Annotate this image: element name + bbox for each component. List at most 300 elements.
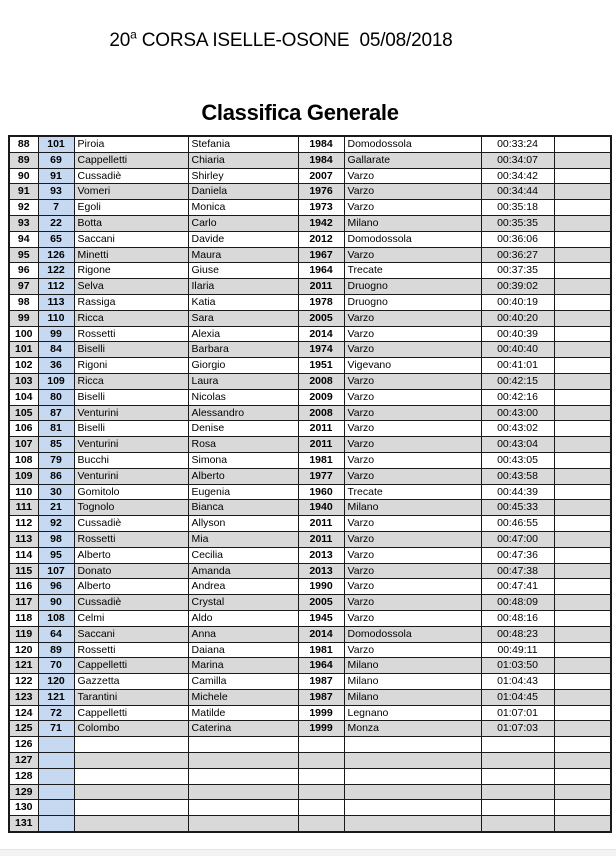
city-cell: Vigevano bbox=[344, 358, 481, 374]
time-cell: 00:37:35 bbox=[481, 263, 554, 279]
position-cell: 127 bbox=[9, 753, 38, 769]
first-name-cell: Stefania bbox=[188, 136, 298, 152]
time-cell: 00:46:55 bbox=[481, 516, 554, 532]
bib-number-cell: 107 bbox=[38, 563, 74, 579]
notes-cell bbox=[554, 373, 611, 389]
last-name-cell: Rossetti bbox=[74, 531, 188, 547]
last-name-cell: Venturini bbox=[74, 468, 188, 484]
birth-year-cell: 1999 bbox=[298, 721, 344, 737]
birth-year-cell: 1984 bbox=[298, 152, 344, 168]
first-name-cell: Rosa bbox=[188, 437, 298, 453]
birth-year-cell: 1981 bbox=[298, 452, 344, 468]
time-cell: 00:34:42 bbox=[481, 168, 554, 184]
city-cell: Varzo bbox=[344, 531, 481, 547]
notes-cell bbox=[554, 768, 611, 784]
last-name-cell: Rassiga bbox=[74, 294, 188, 310]
results-table bbox=[8, 135, 612, 833]
time-cell: 01:07:03 bbox=[481, 721, 554, 737]
time-cell: 00:48:09 bbox=[481, 595, 554, 611]
position-cell: 99 bbox=[9, 310, 38, 326]
birth-year-cell: 1964 bbox=[298, 658, 344, 674]
first-name-cell: Camilla bbox=[188, 674, 298, 690]
time-cell: 00:34:07 bbox=[481, 152, 554, 168]
bib-number-cell: 101 bbox=[38, 136, 74, 152]
notes-cell bbox=[554, 642, 611, 658]
time-cell: 00:41:01 bbox=[481, 358, 554, 374]
birth-year-cell bbox=[298, 784, 344, 800]
first-name-cell: Aldo bbox=[188, 610, 298, 626]
first-name-cell bbox=[188, 784, 298, 800]
first-name-cell: Allyson bbox=[188, 516, 298, 532]
page-bottom-strip bbox=[0, 849, 616, 856]
city-cell bbox=[344, 753, 481, 769]
last-name-cell: Colombo bbox=[74, 721, 188, 737]
birth-year-cell bbox=[298, 816, 344, 832]
table-row bbox=[9, 516, 611, 532]
position-cell: 124 bbox=[9, 705, 38, 721]
birth-year-cell: 2014 bbox=[298, 626, 344, 642]
birth-year-cell: 1990 bbox=[298, 579, 344, 595]
time-cell: 00:36:06 bbox=[481, 231, 554, 247]
bib-number-cell: 120 bbox=[38, 674, 74, 690]
birth-year-cell bbox=[298, 800, 344, 816]
birth-year-cell: 1967 bbox=[298, 247, 344, 263]
bib-number-cell: 64 bbox=[38, 626, 74, 642]
birth-year-cell: 1978 bbox=[298, 294, 344, 310]
bib-number-cell: 65 bbox=[38, 231, 74, 247]
last-name-cell: Saccani bbox=[74, 231, 188, 247]
notes-cell bbox=[554, 215, 611, 231]
birth-year-cell: 2014 bbox=[298, 326, 344, 342]
bib-number-cell: 70 bbox=[38, 658, 74, 674]
birth-year-cell: 2011 bbox=[298, 279, 344, 295]
position-cell: 88 bbox=[9, 136, 38, 152]
table-row bbox=[9, 231, 611, 247]
city-cell: Varzo bbox=[344, 247, 481, 263]
birth-year-cell: 2005 bbox=[298, 595, 344, 611]
notes-cell bbox=[554, 437, 611, 453]
first-name-cell: Crystal bbox=[188, 595, 298, 611]
time-cell: 00:40:19 bbox=[481, 294, 554, 310]
last-name-cell: Cappelletti bbox=[74, 705, 188, 721]
birth-year-cell: 1999 bbox=[298, 705, 344, 721]
time-cell: 00:34:44 bbox=[481, 184, 554, 200]
first-name-cell: Alessandro bbox=[188, 405, 298, 421]
position-cell: 118 bbox=[9, 610, 38, 626]
first-name-cell: Matilde bbox=[188, 705, 298, 721]
bib-number-cell: 22 bbox=[38, 215, 74, 231]
table-row bbox=[9, 674, 611, 690]
notes-cell bbox=[554, 184, 611, 200]
first-name-cell: Laura bbox=[188, 373, 298, 389]
city-cell: Varzo bbox=[344, 421, 481, 437]
city-cell: Varzo bbox=[344, 326, 481, 342]
city-cell: Varzo bbox=[344, 168, 481, 184]
first-name-cell: Cecilia bbox=[188, 547, 298, 563]
position-cell: 91 bbox=[9, 184, 38, 200]
bib-number-cell: 99 bbox=[38, 326, 74, 342]
bib-number-cell: 71 bbox=[38, 721, 74, 737]
table-row bbox=[9, 136, 611, 152]
notes-cell bbox=[554, 168, 611, 184]
table-row bbox=[9, 800, 611, 816]
birth-year-cell: 2013 bbox=[298, 563, 344, 579]
notes-cell bbox=[554, 263, 611, 279]
bib-number-cell: 108 bbox=[38, 610, 74, 626]
first-name-cell bbox=[188, 800, 298, 816]
position-cell: 131 bbox=[9, 816, 38, 832]
notes-cell bbox=[554, 231, 611, 247]
birth-year-cell: 2007 bbox=[298, 168, 344, 184]
time-cell: 00:43:02 bbox=[481, 421, 554, 437]
last-name-cell: Rossetti bbox=[74, 642, 188, 658]
notes-cell bbox=[554, 405, 611, 421]
city-cell bbox=[344, 784, 481, 800]
last-name-cell: Alberto bbox=[74, 579, 188, 595]
position-cell: 107 bbox=[9, 437, 38, 453]
city-cell: Varzo bbox=[344, 184, 481, 200]
table-row bbox=[9, 531, 611, 547]
first-name-cell: Nicolas bbox=[188, 389, 298, 405]
position-cell: 92 bbox=[9, 200, 38, 216]
last-name-cell: Cappelletti bbox=[74, 152, 188, 168]
table-row bbox=[9, 547, 611, 563]
table-row bbox=[9, 468, 611, 484]
first-name-cell: Andrea bbox=[188, 579, 298, 595]
table-row bbox=[9, 405, 611, 421]
bib-number-cell bbox=[38, 816, 74, 832]
bib-number-cell: 36 bbox=[38, 358, 74, 374]
city-cell: Varzo bbox=[344, 389, 481, 405]
city-cell: Gallarate bbox=[344, 152, 481, 168]
birth-year-cell: 1942 bbox=[298, 215, 344, 231]
last-name-cell: Gomitolo bbox=[74, 484, 188, 500]
position-cell: 108 bbox=[9, 452, 38, 468]
table-row bbox=[9, 263, 611, 279]
notes-cell bbox=[554, 563, 611, 579]
city-cell: Domodossola bbox=[344, 626, 481, 642]
position-cell: 96 bbox=[9, 263, 38, 279]
city-cell: Domodossola bbox=[344, 136, 481, 152]
birth-year-cell: 2011 bbox=[298, 516, 344, 532]
table-row bbox=[9, 610, 611, 626]
position-cell: 113 bbox=[9, 531, 38, 547]
table-row bbox=[9, 373, 611, 389]
notes-cell bbox=[554, 310, 611, 326]
bib-number-cell: 21 bbox=[38, 500, 74, 516]
city-cell: Domodossola bbox=[344, 231, 481, 247]
time-cell bbox=[481, 737, 554, 753]
position-cell: 111 bbox=[9, 500, 38, 516]
notes-cell bbox=[554, 200, 611, 216]
notes-cell bbox=[554, 247, 611, 263]
last-name-cell bbox=[74, 800, 188, 816]
city-cell: Varzo bbox=[344, 373, 481, 389]
first-name-cell bbox=[188, 753, 298, 769]
last-name-cell: Rigone bbox=[74, 263, 188, 279]
birth-year-cell: 1940 bbox=[298, 500, 344, 516]
city-cell: Varzo bbox=[344, 437, 481, 453]
position-cell: 106 bbox=[9, 421, 38, 437]
notes-cell bbox=[554, 294, 611, 310]
position-cell: 125 bbox=[9, 721, 38, 737]
time-cell: 00:42:15 bbox=[481, 373, 554, 389]
bib-number-cell: 72 bbox=[38, 705, 74, 721]
last-name-cell: Piroia bbox=[74, 136, 188, 152]
city-cell: Druogno bbox=[344, 294, 481, 310]
time-cell: 00:33:24 bbox=[481, 136, 554, 152]
last-name-cell bbox=[74, 753, 188, 769]
time-cell: 00:48:23 bbox=[481, 626, 554, 642]
table-row bbox=[9, 247, 611, 263]
first-name-cell: Simona bbox=[188, 452, 298, 468]
first-name-cell: Mia bbox=[188, 531, 298, 547]
table-row bbox=[9, 721, 611, 737]
bib-number-cell: 85 bbox=[38, 437, 74, 453]
time-cell: 00:49:11 bbox=[481, 642, 554, 658]
position-cell: 121 bbox=[9, 658, 38, 674]
position-cell: 119 bbox=[9, 626, 38, 642]
birth-year-cell: 2011 bbox=[298, 437, 344, 453]
first-name-cell: Sara bbox=[188, 310, 298, 326]
birth-year-cell: 1964 bbox=[298, 263, 344, 279]
position-cell: 105 bbox=[9, 405, 38, 421]
first-name-cell: Carlo bbox=[188, 215, 298, 231]
time-cell: 00:44:39 bbox=[481, 484, 554, 500]
first-name-cell bbox=[188, 737, 298, 753]
birth-year-cell: 1977 bbox=[298, 468, 344, 484]
notes-cell bbox=[554, 358, 611, 374]
position-cell: 128 bbox=[9, 768, 38, 784]
bib-number-cell: 80 bbox=[38, 389, 74, 405]
position-cell: 109 bbox=[9, 468, 38, 484]
last-name-cell: Cussadiè bbox=[74, 595, 188, 611]
birth-year-cell: 2008 bbox=[298, 373, 344, 389]
position-cell: 123 bbox=[9, 689, 38, 705]
results-table-body bbox=[9, 136, 611, 832]
birth-year-cell: 1981 bbox=[298, 642, 344, 658]
bib-number-cell: 121 bbox=[38, 689, 74, 705]
first-name-cell: Maura bbox=[188, 247, 298, 263]
notes-cell bbox=[554, 753, 611, 769]
time-cell bbox=[481, 768, 554, 784]
first-name-cell: Bianca bbox=[188, 500, 298, 516]
notes-cell bbox=[554, 389, 611, 405]
last-name-cell: Tognolo bbox=[74, 500, 188, 516]
time-cell: 00:35:35 bbox=[481, 215, 554, 231]
city-cell: Milano bbox=[344, 658, 481, 674]
last-name-cell: Venturini bbox=[74, 437, 188, 453]
position-cell: 130 bbox=[9, 800, 38, 816]
time-cell: 00:47:41 bbox=[481, 579, 554, 595]
table-row bbox=[9, 152, 611, 168]
last-name-cell: Cussadiè bbox=[74, 168, 188, 184]
table-row bbox=[9, 358, 611, 374]
first-name-cell: Alexia bbox=[188, 326, 298, 342]
first-name-cell: Daniela bbox=[188, 184, 298, 200]
first-name-cell: Eugenia bbox=[188, 484, 298, 500]
position-cell: 117 bbox=[9, 595, 38, 611]
notes-cell bbox=[554, 452, 611, 468]
city-cell bbox=[344, 768, 481, 784]
first-name-cell: Ilaria bbox=[188, 279, 298, 295]
last-name-cell: Biselli bbox=[74, 421, 188, 437]
last-name-cell: Tarantini bbox=[74, 689, 188, 705]
notes-cell bbox=[554, 737, 611, 753]
position-cell: 102 bbox=[9, 358, 38, 374]
bib-number-cell bbox=[38, 784, 74, 800]
table-row bbox=[9, 784, 611, 800]
first-name-cell: Caterina bbox=[188, 721, 298, 737]
last-name-cell: Cussadiè bbox=[74, 516, 188, 532]
notes-cell bbox=[554, 626, 611, 642]
last-name-cell: Cappelletti bbox=[74, 658, 188, 674]
time-cell: 00:40:39 bbox=[481, 326, 554, 342]
table-row bbox=[9, 816, 611, 832]
table-row bbox=[9, 753, 611, 769]
first-name-cell: Alberto bbox=[188, 468, 298, 484]
time-cell: 00:35:18 bbox=[481, 200, 554, 216]
birth-year-cell: 2008 bbox=[298, 405, 344, 421]
last-name-cell bbox=[74, 784, 188, 800]
last-name-cell: Rigoni bbox=[74, 358, 188, 374]
table-row bbox=[9, 595, 611, 611]
bib-number-cell: 79 bbox=[38, 452, 74, 468]
notes-cell bbox=[554, 784, 611, 800]
city-cell: Druogno bbox=[344, 279, 481, 295]
birth-year-cell: 2009 bbox=[298, 389, 344, 405]
first-name-cell: Barbara bbox=[188, 342, 298, 358]
city-cell: Varzo bbox=[344, 452, 481, 468]
last-name-cell: Rossetti bbox=[74, 326, 188, 342]
table-row bbox=[9, 642, 611, 658]
notes-cell bbox=[554, 674, 611, 690]
notes-cell bbox=[554, 326, 611, 342]
table-row bbox=[9, 500, 611, 516]
birth-year-cell: 2013 bbox=[298, 547, 344, 563]
birth-year-cell: 1987 bbox=[298, 689, 344, 705]
first-name-cell: Shirley bbox=[188, 168, 298, 184]
position-cell: 103 bbox=[9, 373, 38, 389]
bib-number-cell bbox=[38, 768, 74, 784]
first-name-cell bbox=[188, 768, 298, 784]
bib-number-cell: 113 bbox=[38, 294, 74, 310]
last-name-cell: Ricca bbox=[74, 310, 188, 326]
city-cell: Milano bbox=[344, 689, 481, 705]
city-cell: Varzo bbox=[344, 642, 481, 658]
time-cell: 00:47:38 bbox=[481, 563, 554, 579]
time-cell bbox=[481, 800, 554, 816]
first-name-cell: Denise bbox=[188, 421, 298, 437]
time-cell: 00:48:16 bbox=[481, 610, 554, 626]
bib-number-cell: 69 bbox=[38, 152, 74, 168]
city-cell: Varzo bbox=[344, 468, 481, 484]
page-title-edition: 20 bbox=[109, 30, 131, 51]
time-cell: 00:45:33 bbox=[481, 500, 554, 516]
city-cell: Varzo bbox=[344, 547, 481, 563]
position-cell: 100 bbox=[9, 326, 38, 342]
position-cell: 126 bbox=[9, 737, 38, 753]
table-row bbox=[9, 421, 611, 437]
table-row bbox=[9, 737, 611, 753]
bib-number-cell: 96 bbox=[38, 579, 74, 595]
bib-number-cell: 122 bbox=[38, 263, 74, 279]
bib-number-cell: 90 bbox=[38, 595, 74, 611]
notes-cell bbox=[554, 468, 611, 484]
table-row bbox=[9, 279, 611, 295]
first-name-cell: Daiana bbox=[188, 642, 298, 658]
bib-number-cell: 86 bbox=[38, 468, 74, 484]
position-cell: 129 bbox=[9, 784, 38, 800]
notes-cell bbox=[554, 595, 611, 611]
notes-cell bbox=[554, 136, 611, 152]
city-cell: Varzo bbox=[344, 405, 481, 421]
bib-number-cell: 87 bbox=[38, 405, 74, 421]
last-name-cell: Botta bbox=[74, 215, 188, 231]
time-cell: 00:40:20 bbox=[481, 310, 554, 326]
birth-year-cell: 1974 bbox=[298, 342, 344, 358]
bib-number-cell: 98 bbox=[38, 531, 74, 547]
last-name-cell: Celmi bbox=[74, 610, 188, 626]
city-cell bbox=[344, 800, 481, 816]
city-cell: Varzo bbox=[344, 200, 481, 216]
bib-number-cell: 89 bbox=[38, 642, 74, 658]
time-cell: 00:42:16 bbox=[481, 389, 554, 405]
last-name-cell: Alberto bbox=[74, 547, 188, 563]
city-cell: Varzo bbox=[344, 579, 481, 595]
last-name-cell: Selva bbox=[74, 279, 188, 295]
bib-number-cell: 84 bbox=[38, 342, 74, 358]
position-cell: 90 bbox=[9, 168, 38, 184]
table-row bbox=[9, 579, 611, 595]
last-name-cell: Ricca bbox=[74, 373, 188, 389]
time-cell: 01:07:01 bbox=[481, 705, 554, 721]
first-name-cell: Anna bbox=[188, 626, 298, 642]
first-name-cell: Katia bbox=[188, 294, 298, 310]
notes-cell bbox=[554, 705, 611, 721]
city-cell: Monza bbox=[344, 721, 481, 737]
position-cell: 89 bbox=[9, 152, 38, 168]
notes-cell bbox=[554, 800, 611, 816]
position-cell: 101 bbox=[9, 342, 38, 358]
position-cell: 93 bbox=[9, 215, 38, 231]
time-cell bbox=[481, 753, 554, 769]
notes-cell bbox=[554, 579, 611, 595]
last-name-cell: Bucchi bbox=[74, 452, 188, 468]
last-name-cell: Vomeri bbox=[74, 184, 188, 200]
bib-number-cell bbox=[38, 800, 74, 816]
notes-cell bbox=[554, 816, 611, 832]
notes-cell bbox=[554, 500, 611, 516]
last-name-cell bbox=[74, 768, 188, 784]
first-name-cell bbox=[188, 816, 298, 832]
table-row bbox=[9, 452, 611, 468]
position-cell: 122 bbox=[9, 674, 38, 690]
birth-year-cell: 2011 bbox=[298, 421, 344, 437]
first-name-cell: Giorgio bbox=[188, 358, 298, 374]
position-cell: 95 bbox=[9, 247, 38, 263]
page-title bbox=[0, 27, 589, 52]
table-row bbox=[9, 200, 611, 216]
table-row bbox=[9, 563, 611, 579]
time-cell: 00:43:00 bbox=[481, 405, 554, 421]
first-name-cell: Marina bbox=[188, 658, 298, 674]
birth-year-cell: 1973 bbox=[298, 200, 344, 216]
bib-number-cell bbox=[38, 737, 74, 753]
time-cell bbox=[481, 784, 554, 800]
position-cell: 120 bbox=[9, 642, 38, 658]
table-row bbox=[9, 389, 611, 405]
